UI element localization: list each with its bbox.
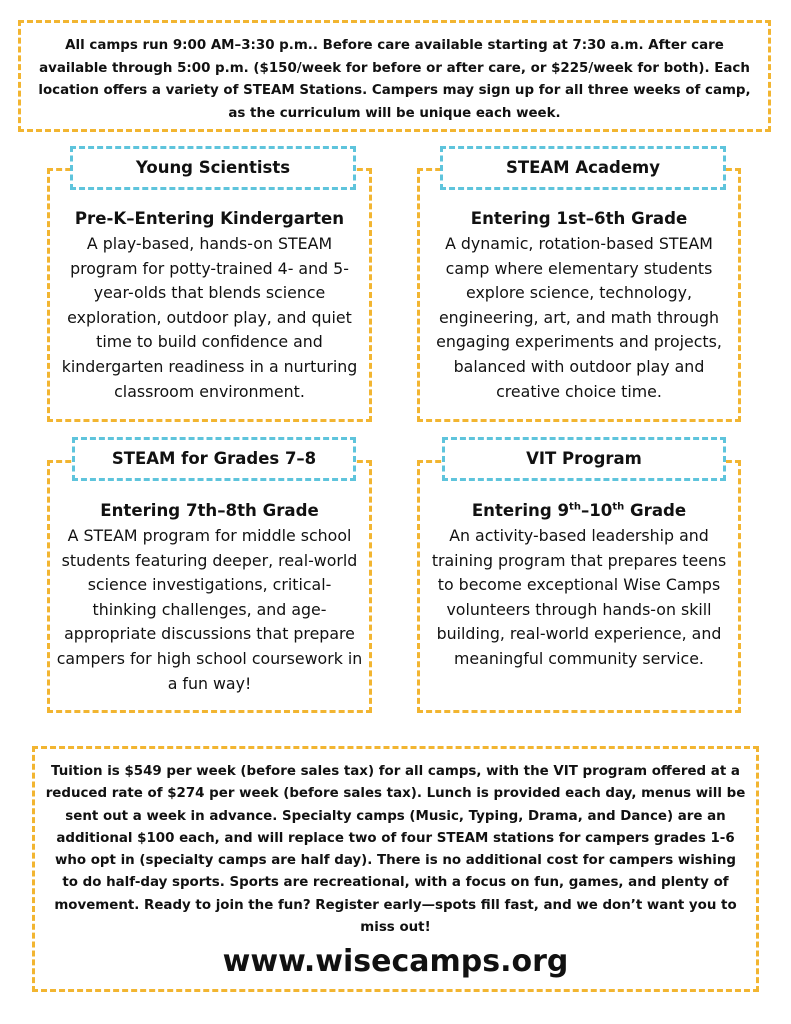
program-card-steam-grades-7-8	[47, 460, 372, 713]
program-description: A dynamic, rotation-based STEAM camp where elementary students explore science, technology, engineering, art, and math through engaging experiments and projects, balanced with outdoor play and creative choice time.	[436, 234, 722, 401]
program-title-tab	[70, 146, 356, 190]
intro-box	[18, 20, 771, 132]
program-description: A STEAM program for middle school students featuring deeper, real-world science investigations, critical-thinking challenges, and age-appropriate discussions that prepare campers for high school coursework in a fun way!	[56, 526, 363, 693]
program-grade	[426, 497, 732, 524]
program-title-tab	[440, 146, 726, 190]
website-link[interactable]: www.wisecamps.org	[222, 944, 569, 980]
grade-superscript: th	[612, 501, 625, 513]
program-grade: Entering 7th–8th Grade	[100, 501, 319, 520]
grade-suffix: Grade	[624, 501, 687, 520]
program-title-tab	[442, 437, 726, 481]
program-title: STEAM for Grades 7–8	[111, 449, 317, 468]
program-card-young-scientists	[47, 168, 372, 422]
tuition-text: Tuition is $549 per week (before sales tax) for all camps, with the VIT program offered at a reduced rate of $274 per week (before sales tax). Lunch is provided each day, menus will be sent out a week in advance. Specialty camps (Music, Typing, Drama, and Dance) are an additional $100 each, and will replace two of four STEAM stations for campers grades 1-6 who opt in (specialty camps are half day). There is no additional cost for campers wishing to do half-day sports. Sports are recreational, with a focus on fun, games, and plenty of movement. Ready to join the fun? Register early—spots fill fast, and we don’t want you to miss out!	[45, 764, 746, 936]
grade-prefix: Entering 9	[471, 501, 570, 520]
grade-middle: –10	[580, 501, 613, 520]
program-title-tab	[72, 437, 356, 481]
program-card-steam-academy	[417, 168, 741, 422]
grade-superscript: th	[569, 501, 581, 513]
program-card-vit-program	[417, 460, 741, 713]
tuition-box	[32, 746, 759, 992]
program-description: A play-based, hands-on STEAM program for potty-trained 4- and 5-year-olds that blends science exploration, outdoor play, and quiet time to build confidence and kindergarten readiness in a nurturing classroom environment.	[61, 234, 358, 401]
intro-text: All camps run 9:00 AM–3:30 p.m.. Before care available starting at 7:30 a.m. After care available through 5:00 p.m. ($150/week for before or after care, or $225/week for both). Each location offers a variety of STEAM Stations. Campers may sign up for all three weeks of camp, as the curriculum will be unique each week.	[38, 38, 751, 121]
program-title: STEAM Academy	[506, 158, 660, 177]
program-title: VIT Program	[526, 449, 642, 468]
program-grade: Entering 1st–6th Grade	[470, 209, 688, 228]
program-grade: Pre-K–Entering Kindergarten	[74, 209, 345, 228]
program-description: An activity-based leadership and training program that prepares teens to become exceptional Wise Camps volunteers through hands-on skill building, real-world experience, and meaningful community service.	[431, 526, 727, 668]
program-title: Young Scientists	[135, 158, 291, 177]
